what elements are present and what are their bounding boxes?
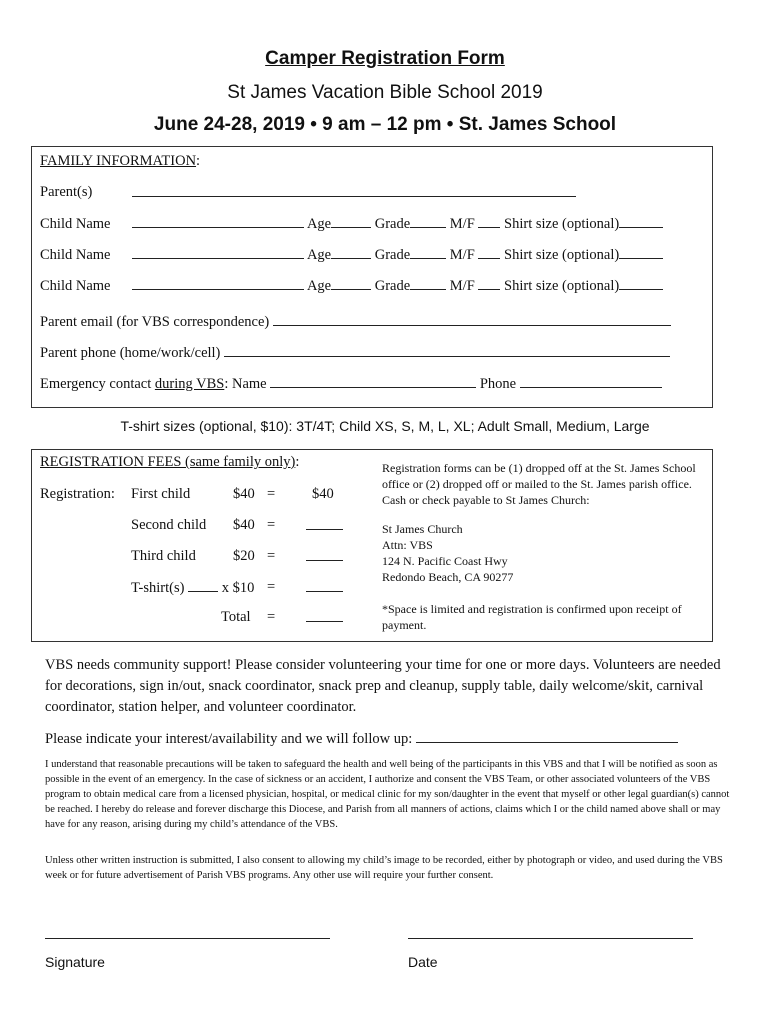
- signature-label: Signature: [45, 954, 105, 970]
- shirt-size-label: Shirt size (optional): [504, 216, 620, 232]
- total-label: Total: [221, 609, 251, 625]
- emergency-label-prefix: Emergency contact: [40, 376, 155, 392]
- total-equals: =: [267, 609, 276, 625]
- shirt-size-field[interactable]: [619, 215, 663, 228]
- grade-field[interactable]: [410, 215, 446, 228]
- total-amount-field[interactable]: [306, 609, 343, 627]
- interest-field[interactable]: [416, 730, 678, 743]
- registration-label: Registration:: [40, 486, 115, 502]
- child-row-3: [40, 277, 663, 295]
- image-consent: Unless other written instruction is submitted, I also consent to allowing my child’s image to be recorded, either by photograph or video, and used during the VBS week or for future advertisement of Parish VBS programs. Any other use will require your further consent.: [45, 855, 723, 881]
- emergency-phone-label: Phone: [479, 376, 517, 392]
- child-name-label: Child Name: [40, 278, 111, 294]
- second-child-label: Second child: [131, 517, 207, 533]
- tshirt-sizes-note: T-shirt sizes (optional, $10): 3T/4T; Child XS, S, M, L, XL; Adult Small, Medium, Large: [120, 418, 650, 434]
- second-child-price: $40: [233, 517, 255, 533]
- phone-label: Parent phone (home/work/cell): [40, 345, 221, 361]
- fees-heading-colon: :: [295, 454, 300, 470]
- tshirts-equals: =: [267, 579, 276, 595]
- parents-label: Parent(s): [40, 184, 93, 200]
- address-line: St James Church: [382, 522, 463, 536]
- interest-prompt: Please indicate your interest/availability and we will follow up:: [45, 731, 413, 747]
- volunteer-paragraph: VBS needs community support! Please consider volunteering your time for one or more days. Volunteers are needed for decorations, sign in/out, snack coordinator, snack prep and cleanup, supply table, daily welcome/skit, carnival coordinator, station helper, and volunteer coordinator.: [45, 657, 721, 715]
- first-child-price: $40: [233, 486, 255, 502]
- gender-field[interactable]: [478, 215, 500, 228]
- child-name-label: Child Name: [40, 216, 111, 232]
- gender-label: M/F: [449, 216, 475, 232]
- first-child-equals: =: [267, 486, 276, 502]
- third-child-amount-field[interactable]: [306, 548, 343, 566]
- second-child-amount-field[interactable]: [306, 517, 343, 535]
- family-heading: [40, 153, 200, 170]
- gender-label: M/F: [449, 278, 475, 294]
- space-limited-note: *Space is limited and registration is confirmed upon receipt of payment.: [382, 602, 682, 632]
- date-field[interactable]: [408, 938, 693, 939]
- grade-label: Grade: [374, 247, 411, 263]
- address-line: Redondo Beach, CA 90277: [382, 570, 514, 584]
- address-line: 124 N. Pacific Coast Hwy: [382, 554, 508, 568]
- parents-field[interactable]: [132, 184, 576, 202]
- shirt-size-field[interactable]: [619, 277, 663, 290]
- first-child-label: First child: [131, 486, 191, 502]
- email-label: Parent email (for VBS correspondence): [40, 314, 270, 330]
- child-name-field[interactable]: [132, 277, 304, 290]
- emergency-label-underlined: during VBS: [154, 376, 225, 392]
- emergency-name-field[interactable]: [270, 375, 476, 388]
- third-child-label: Third child: [131, 548, 196, 564]
- family-heading-colon: :: [196, 153, 201, 169]
- tshirts-label: T-shirt(s): [131, 580, 185, 596]
- age-label: Age: [306, 247, 332, 263]
- event-subtitle: St James Vacation Bible School 2019: [227, 82, 543, 103]
- liability-waiver: I understand that reasonable precautions will be taken to safeguard the health and well being of the participants in this VBS and that I will be notified as soon as possible in the event of an emergency. In the case of sickness or an accident, I authorize and consent the VBS Team, or other associated volunteers of the VBS program to obtain medical care from a licensed physician, hospital, or medical clinic for my son/daughter in the event that myself or other legal guardian(s) cannot be reached. I hereby do release and forever discharge this Diocese, and Parish from all manners of actions, claims which I or the child named above shall or may have for any reason, arising during my child’s attendance of the VBS.: [45, 759, 730, 830]
- emergency-row: [40, 375, 662, 393]
- first-child-total: $40: [312, 486, 334, 502]
- family-heading-text: FAMILY INFORMATION: [40, 153, 197, 169]
- grade-label: Grade: [374, 278, 411, 294]
- interest-row: [45, 730, 678, 748]
- mailing-address: [382, 521, 700, 585]
- age-field[interactable]: [331, 277, 371, 290]
- child-name-label: Child Name: [40, 247, 111, 263]
- gender-field[interactable]: [478, 246, 500, 259]
- grade-label: Grade: [374, 216, 411, 232]
- date-label: Date: [408, 954, 438, 970]
- form-title: Camper Registration Form: [265, 48, 505, 69]
- child-row-2: [40, 246, 663, 264]
- dropoff-instructions: Registration forms can be (1) dropped off at the St. James School office or (2) dropped off or mailed to the St. James parish office. Cash or check payable to St James Church:: [382, 461, 696, 507]
- tshirts-row: [131, 579, 254, 597]
- phone-row: [40, 344, 670, 362]
- email-field[interactable]: [273, 313, 671, 326]
- tshirts-price: x $10: [221, 580, 255, 596]
- signature-field[interactable]: [45, 938, 330, 939]
- emergency-label-suffix: : Name: [224, 376, 267, 392]
- age-label: Age: [306, 216, 332, 232]
- third-child-equals: =: [267, 548, 276, 564]
- emergency-phone-field[interactable]: [520, 375, 662, 388]
- grade-field[interactable]: [410, 246, 446, 259]
- shirt-size-label: Shirt size (optional): [504, 278, 620, 294]
- tshirts-quantity-field[interactable]: [188, 579, 218, 592]
- address-line: Attn: VBS: [382, 538, 433, 552]
- age-label: Age: [306, 278, 332, 294]
- second-child-equals: =: [267, 517, 276, 533]
- third-child-price: $20: [233, 548, 255, 564]
- child-name-field[interactable]: [132, 246, 304, 259]
- gender-field[interactable]: [478, 277, 500, 290]
- child-row-1: [40, 215, 663, 233]
- tshirts-amount-field[interactable]: [306, 579, 343, 597]
- event-dates: June 24-28, 2019 • 9 am – 12 pm • St. James School: [153, 114, 617, 135]
- phone-field[interactable]: [224, 344, 670, 357]
- fees-heading: [40, 454, 299, 471]
- age-field[interactable]: [331, 215, 371, 228]
- shirt-size-field[interactable]: [619, 246, 663, 259]
- age-field[interactable]: [331, 246, 371, 259]
- fees-heading-text: REGISTRATION FEES (same family only): [40, 454, 296, 470]
- email-row: [40, 313, 671, 331]
- shirt-size-label: Shirt size (optional): [504, 247, 620, 263]
- child-name-field[interactable]: [132, 215, 304, 228]
- gender-label: M/F: [449, 247, 475, 263]
- grade-field[interactable]: [410, 277, 446, 290]
